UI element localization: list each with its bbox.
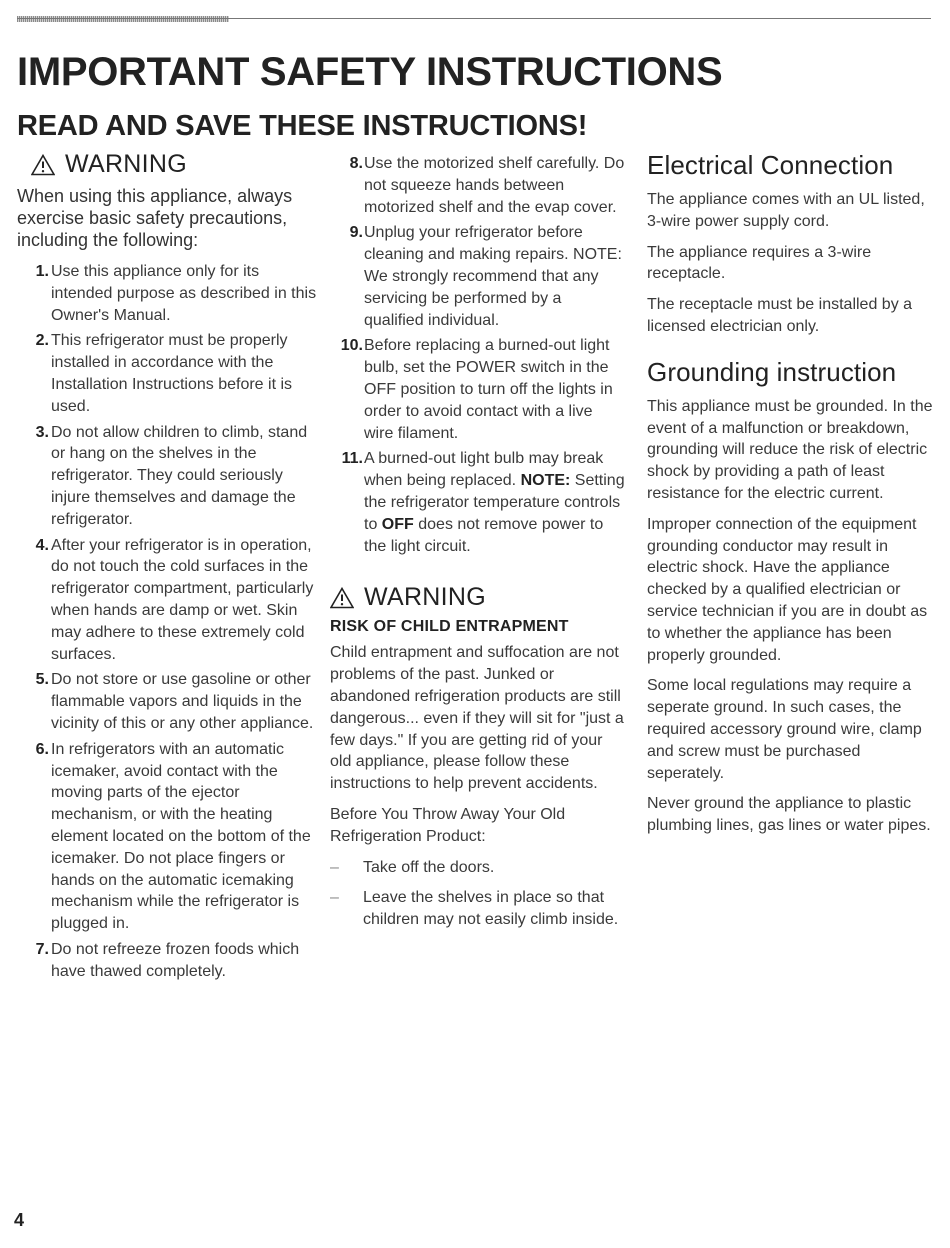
item-number: 7. — [35, 940, 49, 958]
item-number: 4. — [35, 536, 49, 554]
list-item — [17, 422, 317, 531]
note-text-a: Setting the refrigerator temperature controls to — [364, 472, 625, 533]
item-number: 10. — [340, 337, 363, 355]
disposal-steps — [330, 857, 625, 931]
risk-subheading: RISK OF CHILD ENTRAPMENT — [330, 618, 569, 636]
disposal-intro: Before You Throw Away Your Old Refrigeration Product: — [330, 805, 566, 845]
list-item — [330, 222, 625, 331]
list-item — [17, 535, 317, 666]
item-text: After your refrigerator is in operation, do not touch the cold surfaces in the refrigerator compartment, particularly when hands are damp or wet. Skin may adhere to these extremely cold surfaces. — [51, 536, 314, 663]
grounding-paragraph: Never ground the appliance to plastic plumbing lines, gas lines or water pipes. — [647, 795, 931, 835]
electrical-paragraph: The appliance requires a 3-wire receptacle. — [647, 243, 872, 283]
item-text: Use the motorized shelf carefully. Do not squeeze hands between motorized shelf and the evap cover. — [364, 155, 625, 216]
entrapment-paragraph: Child entrapment and suffocation are not problems of the past. Junked or abandoned refrigeration products are still dangerous... even if they will sit for "just a few days." If you are getting rid of your old appliance, please follow these instructions to help prevent accidents. — [330, 644, 624, 793]
warning-triangle-icon — [330, 587, 354, 609]
item-text: Use this appliance only for its intended purpose as described in this Owner's Manual. — [51, 263, 317, 324]
list-item — [17, 739, 317, 935]
warning-triangle-icon — [31, 154, 55, 176]
item-text — [364, 448, 625, 557]
column-left — [17, 150, 317, 987]
column-middle — [330, 153, 625, 940]
item-number: 3. — [35, 423, 49, 441]
warning-heading — [17, 150, 317, 179]
item-text: Do not store or use gasoline or other flammable vapors and liquids in the vicinity of this or any other appliance. — [51, 671, 314, 732]
item-text: Do not allow children to climb, stand or hang on the shelves in the refrigerator. They could seriously injure themselves and damage the refrigerator. — [51, 423, 308, 528]
page-title: IMPORTANT SAFETY INSTRUCTIONS — [17, 50, 723, 94]
item-number: 1. — [35, 263, 49, 280]
list-item — [17, 261, 317, 326]
safety-list-part1 — [17, 261, 317, 983]
warning-intro: When using this appliance, always exercise basic safety precautions, including the following: — [17, 186, 293, 250]
item-text: This refrigerator must be properly installed in accordance with the Installation Instructions before it is used. — [51, 332, 293, 415]
item-number: 2. — [35, 332, 49, 350]
dash-bullet: – — [330, 889, 339, 907]
grounding-paragraph: This appliance must be grounded. In the event of a malfunction or breakdown, grounding will reduce the risk of electric shock by providing a path of least resistance for the electric current. — [647, 397, 933, 502]
list-item — [330, 448, 625, 557]
electrical-paragraph: The receptacle must be installed by a licensed electrician only. — [647, 296, 913, 335]
list-item — [330, 857, 625, 879]
note-label: NOTE: — [520, 472, 571, 490]
list-item — [330, 335, 625, 444]
list-item — [17, 669, 317, 734]
grounding-paragraph: Some local regulations may require a seperate ground. In such cases, the required accessory ground wire, clamp and screw must be purchased seperately. — [647, 677, 922, 782]
note-off: OFF — [381, 515, 414, 533]
note-text-b: does not remove power to the light circuit. — [364, 515, 604, 555]
item-number: 9. — [349, 224, 363, 242]
item-number: 11. — [341, 450, 363, 468]
grounding-paragraph: Improper connection of the equipment grounding conductor may result in electric shock. Have the appliance checked by a qualified electrician or service technician if you are in doubt as to whether the appliance has been properly grounded. — [647, 515, 928, 664]
item-text-main: A burned-out light bulb may break when being replaced. — [364, 450, 604, 490]
list-item — [17, 939, 317, 983]
item-text: Take off the doors. — [363, 858, 495, 876]
top-rule-line — [17, 18, 931, 19]
item-text: Leave the shelves in place so that children may not easily climb inside. — [363, 889, 619, 929]
column-right — [647, 150, 937, 846]
list-item — [17, 330, 317, 417]
page-subtitle: READ AND SAVE THESE INSTRUCTIONS! — [17, 110, 588, 142]
item-number: 5. — [35, 671, 49, 689]
warning-heading-2 — [330, 583, 625, 612]
item-number: 6. — [35, 740, 49, 758]
warning-heading-text: WARNING — [65, 150, 187, 178]
dash-bullet: – — [330, 858, 339, 876]
warning-heading-text: WARNING — [364, 583, 486, 612]
grounding-heading: Grounding instruction — [647, 356, 897, 387]
item-number: 8. — [349, 155, 363, 172]
list-item — [330, 153, 625, 218]
top-rule — [17, 16, 931, 20]
item-text: In refrigerators with an automatic icemaker, avoid contact with the moving parts of the ejector mechanism, or with the heating element located on the bottom of the icemaker. Do not place fingers or hands on the automatic icemaking mechanism while the refrigerator is plugged in. — [51, 740, 311, 933]
electrical-heading: Electrical Connection — [647, 150, 894, 180]
list-item — [330, 887, 625, 931]
page-number: 4 — [14, 1210, 25, 1230]
item-text: Before replacing a burned-out light bulb, set the POWER switch in the OFF position to turn off the lights in order to avoid contact with a live wire filament. — [364, 337, 613, 442]
item-text: Do not refreeze frozen foods which have thawed completely. — [51, 940, 300, 980]
safety-list-part2 — [330, 153, 625, 557]
top-rule-shade — [17, 16, 229, 22]
electrical-paragraph: The appliance comes with an UL listed, 3-wire power supply cord. — [647, 191, 925, 230]
item-text: Unplug your refrigerator before cleaning and making repairs. NOTE: We strongly recommend that any servicing be performed by a qualified individual. — [364, 224, 622, 329]
